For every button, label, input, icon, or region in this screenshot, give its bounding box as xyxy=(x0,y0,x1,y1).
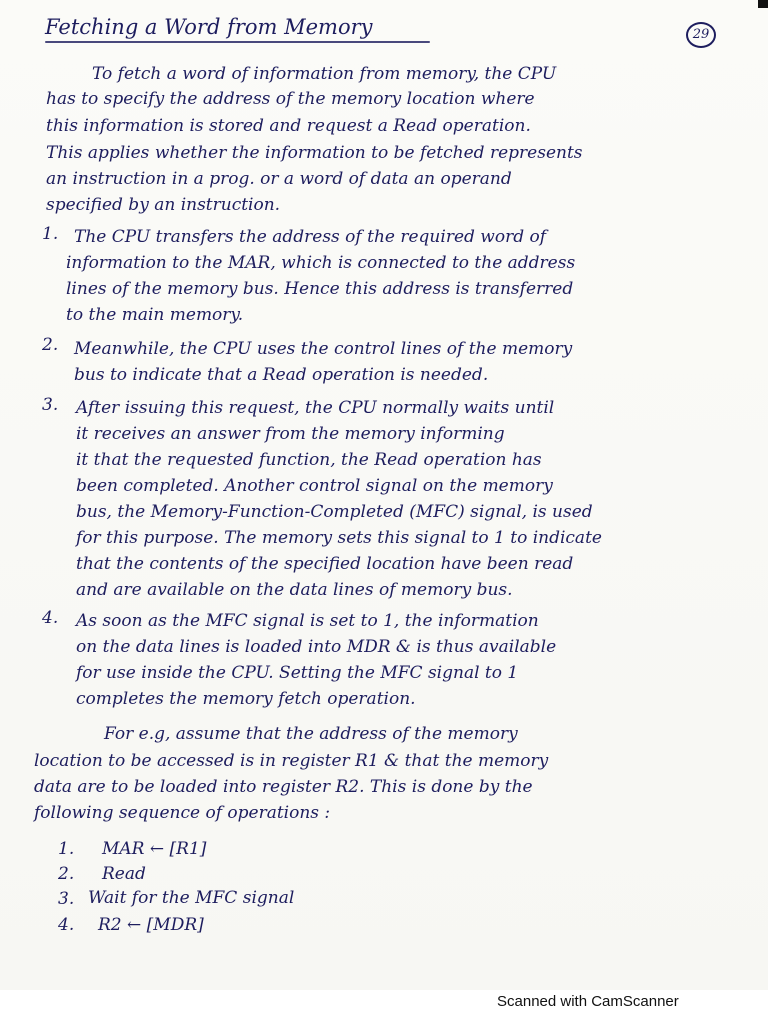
step-line: The CPU transfers the address of the required word of xyxy=(74,227,547,247)
step-number: 4. xyxy=(42,608,59,628)
operation-number: 3. xyxy=(58,889,75,909)
step-line: bus to indicate that a Read operation is needed. xyxy=(74,365,489,385)
operation-text: MAR ← [R1] xyxy=(102,839,207,859)
operation-text: Wait for the MFC signal xyxy=(88,888,295,908)
operation-number: 4. xyxy=(58,915,75,935)
example-line: following sequence of operations : xyxy=(34,803,331,823)
operation-number: 2. xyxy=(58,864,75,884)
step-line: been completed. Another control signal on the memory xyxy=(76,476,553,496)
operation-number: 1. xyxy=(58,839,75,859)
intro-line: this information is stored and request a Read operation. xyxy=(46,116,531,136)
step-line: for this purpose. The memory sets this signal to 1 to indicate xyxy=(76,528,602,548)
operation-text: Read xyxy=(102,864,146,884)
step-line: to the main memory. xyxy=(66,305,244,325)
intro-line: To fetch a word of information from memory, the CPU xyxy=(92,64,557,84)
example-line: For e.g, assume that the address of the memory xyxy=(104,724,518,744)
page-title: Fetching a Word from Memory xyxy=(45,15,373,39)
step-line: that the contents of the specified location have been read xyxy=(76,554,574,574)
step-line: for use inside the CPU. Setting the MFC signal to 1 xyxy=(76,663,519,683)
step-line: As soon as the MFC signal is set to 1, the information xyxy=(76,611,539,631)
step-line: and are available on the data lines of memory bus. xyxy=(76,580,513,600)
step-number: 2. xyxy=(42,335,59,355)
example-line: location to be accessed is in register R1 & that the memory xyxy=(34,751,549,771)
intro-line: an instruction in a prog. or a word of data an operand xyxy=(46,169,512,189)
page-number: 29 xyxy=(686,22,716,48)
intro-line: This applies whether the information to be fetched represents xyxy=(46,143,583,163)
operation-text: R2 ← [MDR] xyxy=(98,915,204,935)
step-line: it that the requested function, the Read operation has xyxy=(76,450,542,470)
step-line: bus, the Memory-Function-Completed (MFC) signal, is used xyxy=(76,502,593,522)
step-line: information to the MAR, which is connected to the address xyxy=(66,253,576,273)
step-line: After issuing this request, the CPU normally waits until xyxy=(76,398,555,418)
example-line: data are to be loaded into register R2. This is done by the xyxy=(34,777,533,797)
intro-line: specified by an instruction. xyxy=(46,195,281,215)
step-line: completes the memory fetch operation. xyxy=(76,689,416,709)
intro-line: has to specify the address of the memory location where xyxy=(46,89,535,109)
step-line: on the data lines is loaded into MDR & is thus available xyxy=(76,637,557,657)
scanner-watermark: Scanned with CamScanner xyxy=(497,993,679,1010)
step-number: 3. xyxy=(42,395,59,415)
step-line: it receives an answer from the memory informing xyxy=(76,424,505,444)
step-line: lines of the memory bus. Hence this address is transferred xyxy=(66,279,574,299)
step-number: 1. xyxy=(42,224,59,244)
step-line: Meanwhile, the CPU uses the control lines of the memory xyxy=(74,339,573,359)
